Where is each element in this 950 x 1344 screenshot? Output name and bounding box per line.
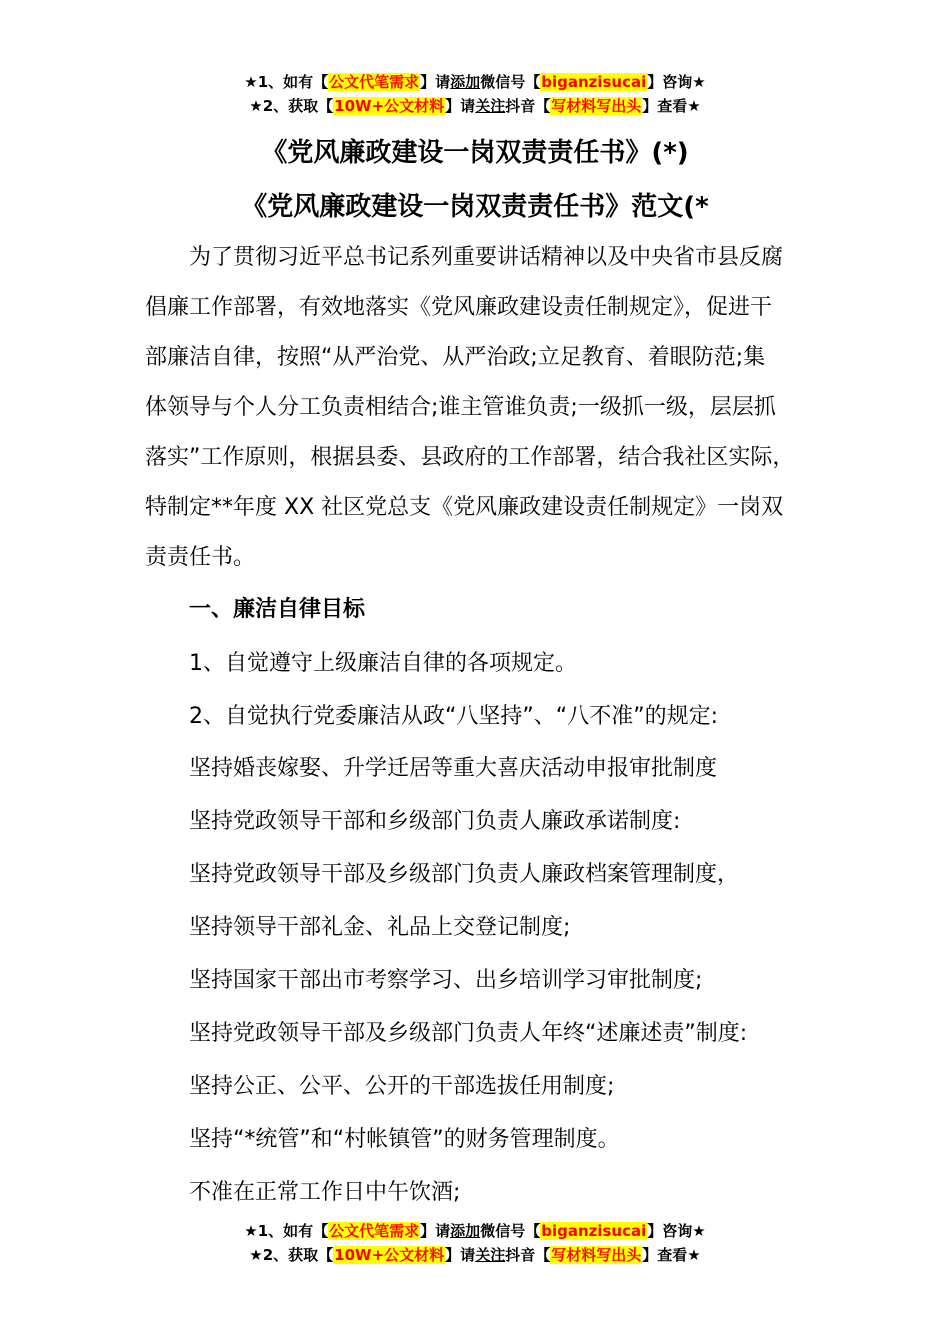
header-banner [0,70,950,118]
intro-line: 落实”工作原则，根据县委、县政府的工作部署，结合我社区实际， [145,445,795,470]
list-item: 坚持领导干部礼金、礼品上交登记制度; [189,915,571,940]
banner-text: 抖音【 [505,1246,551,1264]
list-item: 1、自觉遵守上级廉洁自律的各项规定。 [189,651,577,676]
banner-text: 2、获取【 [262,97,334,115]
list-item: 坚持国家干部出市考察学习、出乡培训学习审批制度; [189,968,703,993]
intro-line: 倡廉工作部署，有效地落实《党风廉政建设责任制规定》，促进干 [145,295,773,320]
list-item: 坚持党政领导干部和乡级部门负责人廉政承诺制度: [189,809,681,834]
banner-text: 】请 [445,1246,476,1264]
banner-text: 1、如有【 [257,73,329,91]
star-icon: ★ [687,1246,701,1264]
intro-line: 特制定**年度 XX 社区党总支《党风廉政建设责任制规定》一岗双 [145,495,784,520]
banner-text: 1、如有【 [257,1222,329,1240]
intro-line: 体领导与个人分工负责相结合;谁主管谁负责;一级抓一级，层层抓 [145,395,776,420]
intro-line: 部廉洁自律，按照“从严治党、从严治政;立足教育、着眼防范;集 [145,345,766,370]
underlined-text: 关注 [475,1246,506,1264]
banner-text: 抖音【 [505,97,551,115]
list-item: 坚持党政领导干部及乡级部门负责人廉政档案管理制度， [189,862,740,887]
star-icon: ★ [692,73,706,91]
star-icon: ★ [249,97,263,115]
underlined-text: 关注 [475,97,506,115]
banner-text: 】咨询 [647,73,693,91]
douyin-id: 写材料写出头 [551,1246,642,1264]
list-item: 2、自觉执行党委廉洁从政“八坚持”、“八不准”的规定: [189,704,719,729]
footer-banner [0,1219,950,1267]
banner-line-2 [0,94,950,118]
banner-text: 2、获取【 [262,1246,334,1264]
highlight-text: 公文代笔需求 [329,73,420,91]
highlight-text: 10W+公文材料 [334,1246,445,1264]
highlight-text: 10W+公文材料 [334,97,445,115]
banner-line-2 [0,1243,950,1267]
list-item: 不准在正常工作日中午饮酒; [189,1180,461,1205]
douyin-id: 写材料写出头 [551,97,642,115]
list-item: 坚持党政领导干部及乡级部门负责人年终“述廉述责”制度: [189,1021,748,1046]
highlight-text: 公文代笔需求 [329,1222,420,1240]
star-icon: ★ [244,73,258,91]
banner-line-1 [0,1219,950,1243]
banner-text: 微信号【 [480,73,541,91]
list-item: 坚持婚丧嫁娶、升学迁居等重大喜庆活动申报审批制度 [189,756,718,781]
star-icon: ★ [692,1222,706,1240]
banner-text: 】请 [445,97,476,115]
banner-text: 】查看 [642,97,688,115]
document-subtitle: 《党风廉政建设一岗双责责任书》范文(* [241,192,709,222]
banner-text: 】请 [420,73,451,91]
document-title: 《党风廉政建设一岗双责责任书》(*) [261,138,689,168]
star-icon: ★ [687,97,701,115]
underlined-text: 添加 [450,73,481,91]
wechat-id: biganzisucai [541,73,647,91]
banner-text: 微信号【 [480,1222,541,1240]
wechat-id: biganzisucai [541,1222,647,1240]
banner-text: 】查看 [642,1246,688,1264]
intro-line: 为了贯彻习近平总书记系列重要讲话精神以及中央省市县反腐 [189,245,784,270]
banner-text: 】请 [420,1222,451,1240]
star-icon: ★ [249,1246,263,1264]
list-item: 坚持公正、公平、公开的干部选拔任用制度; [189,1074,615,1099]
intro-line: 责责任书。 [145,545,256,570]
section-heading: 一、廉洁自律目标 [189,597,366,622]
underlined-text: 添加 [450,1222,481,1240]
banner-text: 】咨询 [647,1222,693,1240]
star-icon: ★ [244,1222,258,1240]
list-item: 坚持“*统管”和“村帐镇管”的财务管理制度。 [189,1127,620,1152]
banner-line-1 [0,70,950,94]
